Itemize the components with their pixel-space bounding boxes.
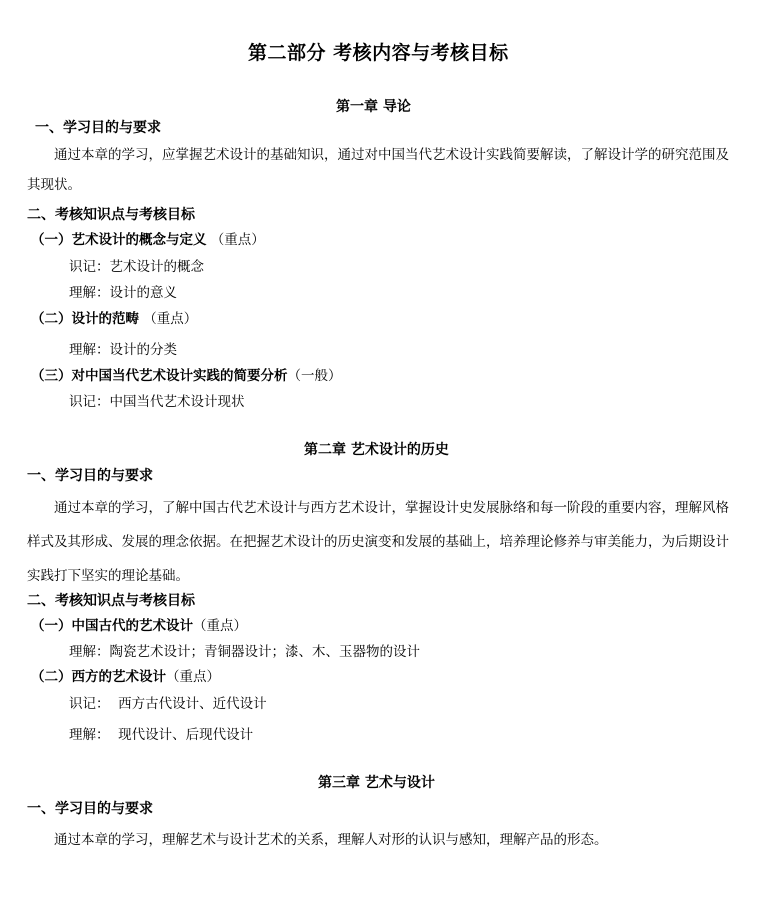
chapter-2-section-1-paragraph: 通过本章的学习，了解中国古代艺术设计与西方艺术设计，掌握设计史发展脉络和每一阶段的重要内容，理解风格样式及其形成、发展的理念依据。在把握艺术设计的历史演变和发展的基础上，培养理论修养与审美能力，为后期设计实践打下坚实的理论基础。	[27, 500, 729, 584]
chapter-3-section-1-paragraph: 通过本章的学习，理解艺术与设计艺术的关系，理解人对形的认识与感知，理解产品的形态。	[54, 832, 608, 848]
chapter-1-item-1-detail-1: 识记：艺术设计的概念	[69, 259, 204, 275]
item-level: （一般）	[287, 368, 342, 384]
item-level: （重点）	[166, 669, 220, 685]
item-level: （重点）	[193, 618, 247, 634]
chapter-1-item-1	[31, 234, 265, 248]
item-label: （二）西方的艺术设计	[31, 669, 166, 685]
item-level: （重点）	[210, 232, 265, 248]
item-label: （一）艺术设计的概念与定义	[31, 232, 207, 248]
chapter-2-item-1-detail-1: 理解：陶瓷艺术设计；青铜器设计；漆、木、玉器物的设计	[69, 644, 420, 660]
chapter-2-item-2-detail-1: 识记： 西方古代设计、近代设计	[69, 696, 267, 712]
chapter-3-section-1-heading: 一、学习目的与要求	[27, 801, 153, 817]
chapter-1-item-3-detail-1: 识记：中国当代艺术设计现状	[69, 394, 245, 410]
chapter-1-section-2-heading: 二、考核知识点与考核目标	[27, 207, 195, 223]
chapter-1-item-2	[31, 313, 197, 327]
chapter-2-item-2-detail-2: 理解： 现代设计、后现代设计	[69, 727, 254, 743]
chapter-1-section-1-paragraph: 通过本章的学习，应掌握艺术设计的基础知识，通过对中国当代艺术设计实践简要解读，了解设计学的研究范围及其现状。	[27, 147, 729, 193]
chapter-2-item-2	[31, 671, 220, 685]
chapter-1-item-3	[31, 370, 342, 384]
chapter-1-heading: 第一章 导论	[336, 99, 411, 115]
chapter-2-section-2-heading: 二、考核知识点与考核目标	[27, 593, 195, 609]
chapter-3-heading: 第三章 艺术与设计	[318, 775, 435, 791]
chapter-1-item-2-detail-1: 理解：设计的分类	[69, 342, 177, 358]
chapter-1-item-1-detail-2: 理解：设计的意义	[69, 285, 177, 301]
item-label: （二）设计的范畴	[31, 311, 139, 327]
item-label: （一）中国古代的艺术设计	[31, 618, 193, 634]
page-title: 第二部分 考核内容与考核目标	[248, 42, 509, 64]
item-label: （三）对中国当代艺术设计实践的简要分析	[31, 368, 288, 384]
chapter-2-section-1-heading: 一、学习目的与要求	[27, 468, 153, 484]
chapter-2-heading: 第二章 艺术设计的历史	[304, 442, 449, 458]
chapter-1-section-1-heading: 一、学习目的与要求	[35, 120, 161, 136]
item-level: （重点）	[143, 311, 198, 327]
chapter-2-item-1	[31, 620, 247, 634]
